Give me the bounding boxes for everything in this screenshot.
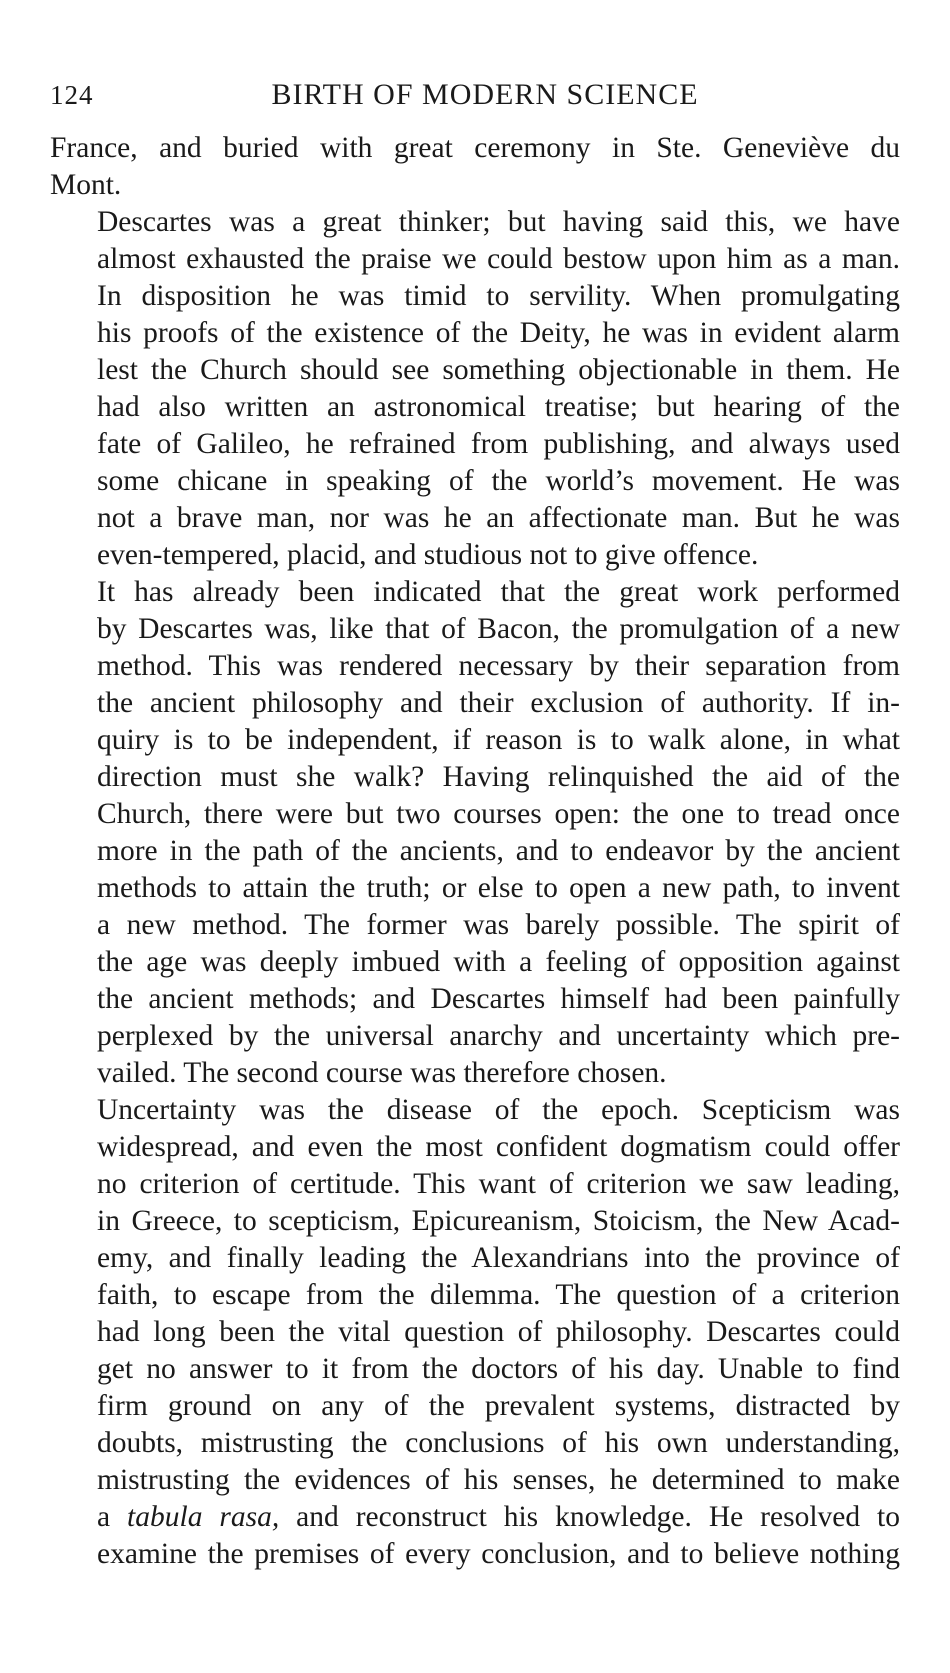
body-text — [50, 130, 900, 1573]
book-page — [50, 74, 900, 1573]
text-line: doubts, mistrusting the conclusions of his own understanding, — [97, 1427, 900, 1459]
text-line: not a brave man, nor was he an affectionate man. But he was — [97, 502, 900, 534]
text-line: some chicane in speaking of the world’s movement. He was — [97, 465, 900, 497]
text-line: Mont. — [50, 169, 122, 201]
text-line: perplexed by the universal anarchy and uncertainty which pre- — [97, 1020, 900, 1052]
paragraph — [50, 574, 900, 1092]
text-line: a tabula rasa, and reconstruct his knowledge. He resolved to — [97, 1501, 901, 1533]
text-line: methods to attain the truth; or else to open a new path, to invent — [97, 872, 900, 904]
text-line: method. This was rendered necessary by their separation from — [97, 650, 900, 682]
text-line: faith, to escape from the dilemma. The question of a criterion — [97, 1279, 900, 1311]
text-line: the age was deeply imbued with a feeling of opposition against — [97, 946, 900, 978]
running-head — [50, 74, 900, 124]
text-line: widespread, and even the most confident dogmatism could offer — [97, 1131, 900, 1163]
text-line: get no answer to it from the doctors of his day. Unable to find — [97, 1353, 900, 1385]
paragraph — [50, 1092, 900, 1573]
text-line: Descartes was a great thinker; but having said this, we have — [97, 206, 900, 238]
text-line: direction must she walk? Having relinquished the aid of the — [97, 761, 900, 793]
text-line: Uncertainty was the disease of the epoch. Scepticism was — [97, 1094, 900, 1126]
text-line: the ancient methods; and Descartes himself had been painfully — [97, 983, 900, 1015]
text-line: almost exhausted the praise we could bestow upon him as a man. — [97, 243, 900, 275]
text-line: emy, and finally leading the Alexandrians into the province of — [97, 1242, 900, 1274]
text-line: more in the path of the ancients, and to endeavor by the ancient — [97, 835, 900, 867]
text-line: fate of Galileo, he refrained from publishing, and always used — [97, 428, 900, 460]
text-line: Church, there were but two courses open: the one to tread once — [97, 798, 900, 830]
text-line: quiry is to be independent, if reason is to walk alone, in what — [97, 724, 900, 756]
text-line: mistrusting the evidences of his senses, he determined to make — [97, 1464, 900, 1496]
text-line: had long been the vital question of philosophy. Descartes could — [97, 1316, 900, 1348]
text-line: by Descartes was, like that of Bacon, the promulgation of a new — [97, 613, 900, 645]
text-line: In disposition he was timid to servility. When promulgating — [97, 280, 900, 312]
text-line: France, and buried with great ceremony in Ste. Geneviève du — [50, 132, 900, 164]
text-line: his proofs of the existence of the Deity, he was in evident alarm — [97, 317, 900, 349]
page-number: 124 — [50, 80, 94, 110]
text-line: lest the Church should see something objectionable in them. He — [97, 354, 900, 386]
text-line: no criterion of certitude. This want of criterion we saw leading, — [97, 1168, 900, 1200]
text-line: a new method. The former was barely possible. The spirit of — [97, 909, 900, 941]
paragraph — [50, 130, 900, 204]
text-line: in Greece, to scepticism, Epicureanism, Stoicism, the New Acad- — [97, 1205, 900, 1237]
italic-phrase: tabula rasa, — [127, 1501, 280, 1533]
running-title: BIRTH OF MODERN SCIENCE — [271, 78, 699, 111]
text-line: It has already been indicated that the great work performed — [97, 576, 900, 608]
text-line: even-tempered, placid, and studious not to give offence. — [97, 539, 759, 571]
text-line: examine the premises of every conclusion, and to believe nothing — [97, 1538, 900, 1570]
text-line: had also written an astronomical treatise; but hearing of the — [97, 391, 900, 423]
text-line: the ancient philosophy and their exclusion of authority. If in- — [97, 687, 900, 719]
paragraph — [50, 204, 900, 574]
text-line: firm ground on any of the prevalent systems, distracted by — [97, 1390, 900, 1422]
text-line: vailed. The second course was therefore chosen. — [97, 1057, 667, 1089]
